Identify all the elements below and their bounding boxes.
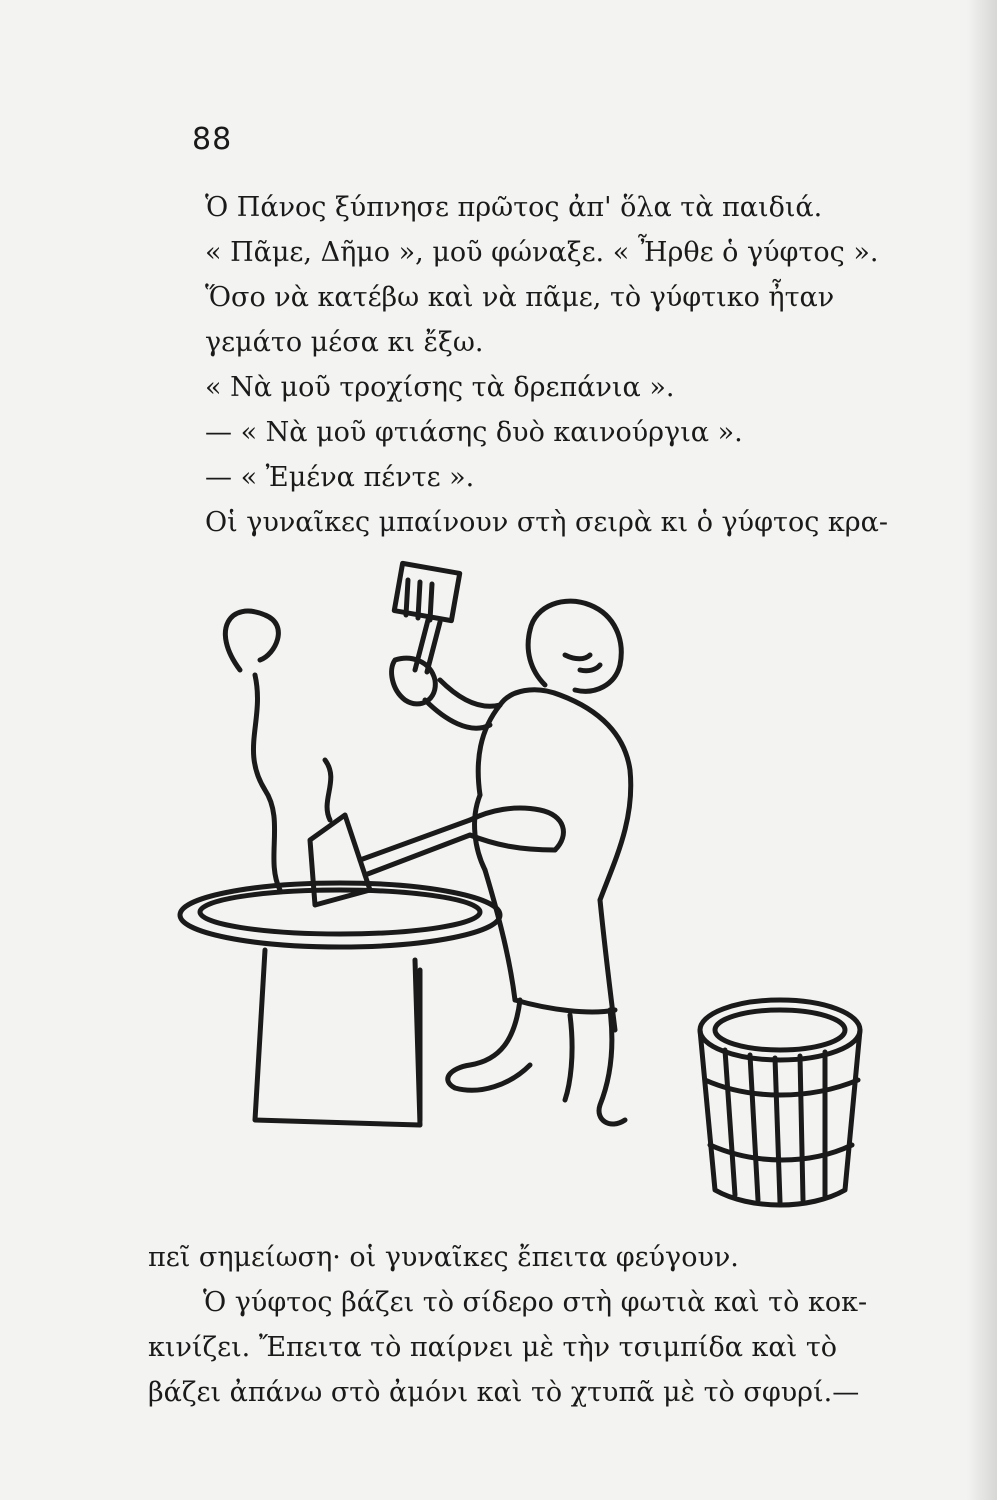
- text-line: Οἱ γυναῖκες μπαίνουν στὴ σειρὰ κι ὁ γύφτος κρα-: [205, 507, 889, 538]
- text-line: Ὁ Πάνος ξύπνησε πρῶτος ἀπ' ὅλα τὰ παιδιά.: [205, 192, 823, 223]
- text-line: — « Νὰ μοῦ φτιάσης δυὸ καινούργια ».: [205, 417, 743, 448]
- page-number: 88: [192, 122, 233, 157]
- text-line: γεμάτο μέσα κι ἔξω.: [205, 327, 484, 358]
- text-line: — « Ἐμένα πέντε ».: [205, 462, 475, 493]
- text-line: βάζει ἀπάνω στὸ ἀμόνι καὶ τὸ χτυπᾶ μὲ τὸ σφυρί.—: [148, 1377, 860, 1408]
- text-line: πεῖ σημείωση· οἱ γυναῖκες ἔπειτα φεύγουν.: [148, 1242, 739, 1273]
- text-line: « Νὰ μοῦ τροχίσης τὰ δρεπάνια ».: [205, 372, 675, 403]
- text-line: Ὁ γύφτος βάζει τὸ σίδερο στὴ φωτιὰ καὶ τὸ κοκ-: [203, 1287, 868, 1318]
- text-line: Ὅσο νὰ κατέβω καὶ νὰ πᾶμε, τὸ γύφτικο ἦταν: [205, 282, 835, 313]
- text-line: « Πᾶμε, Δῆμο », μοῦ φώναξε. « Ἦρθε ὁ γύφτος ».: [205, 237, 879, 268]
- text-line: κινίζει. Ἔπειτα τὸ παίρνει μὲ τὴν τσιμπίδα καὶ τὸ: [148, 1332, 838, 1363]
- bottom-paragraphs: [148, 1235, 948, 1415]
- blacksmith-at-anvil-illustration: [170, 560, 940, 1220]
- page-edge-shadow: [967, 0, 997, 1500]
- top-paragraphs: [205, 185, 950, 545]
